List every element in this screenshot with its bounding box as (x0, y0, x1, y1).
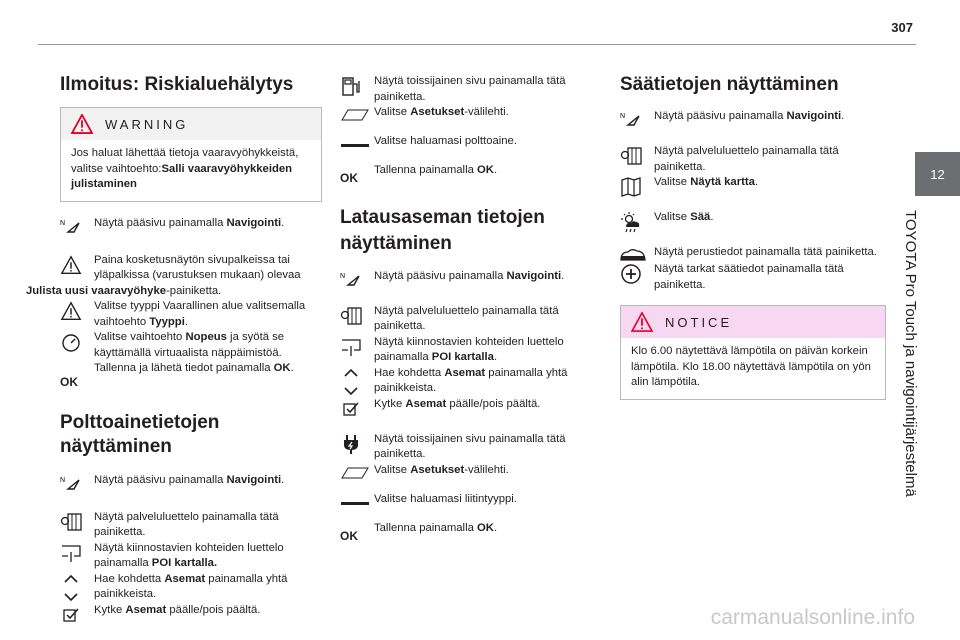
navigation-icon (60, 217, 82, 239)
chevron-up-icon (340, 367, 362, 379)
section-title-fuel: Polttoainetietojen näyttäminen (60, 411, 220, 457)
step-text: Tallenna painamalla (374, 521, 477, 534)
step-text: Paina kosketusnäytön sivupalkeissa tai yläpalkissa (varustuksen mukaan) olevaa (94, 253, 301, 281)
services-map-icon (620, 145, 642, 167)
step-text: Näytä toissijainen sivu painamalla tätä painiketta. (374, 432, 566, 460)
section-title-charging: Latausaseman tietojen näyttäminen (340, 206, 545, 254)
charge-step-poi: Näytä kiinnostavien kohteiden luettelo painamalla POI kartalla. (340, 335, 590, 366)
charging-plug-icon (340, 433, 362, 455)
fuel-step-poi (60, 541, 322, 572)
step-bold: Navigointi (226, 216, 282, 229)
weather-step-services (620, 144, 886, 175)
footer-watermark: carmanualsonline.info (710, 606, 915, 629)
section-title-weather: Säätietojen näyttäminen (620, 74, 839, 95)
sidebar-title: TOYOTA Pro Touch ja navigointijärjestelmä (902, 210, 919, 497)
notice-header (621, 306, 885, 338)
map-icon (620, 176, 642, 198)
svg-text:N: N (340, 272, 346, 280)
top-divider (38, 44, 916, 45)
checkbox-icon (340, 398, 362, 420)
poi-map-icon (60, 542, 82, 564)
step-bold: OK (273, 362, 291, 374)
step-text: -painiketta. (166, 284, 222, 297)
step-text: -välilehti. (464, 463, 509, 476)
step-bold: POI kartalla (431, 351, 494, 363)
chevron-up-icon (60, 573, 82, 585)
warning-triangle-icon (60, 300, 82, 322)
charge-step-services (340, 304, 590, 335)
step-bold: Navigointi (506, 269, 562, 282)
ok-icon: OK (340, 171, 358, 185)
step-bold: OK (477, 521, 494, 534)
step-text: Näytä palveluluettelo painamalla tätä painiketta. (94, 510, 279, 538)
step-text: painamalla yhtä painikkeista. (374, 366, 568, 394)
step-text: Näytä pääsivu painamalla (374, 269, 507, 282)
step-side-bar-cont (26, 284, 322, 300)
weather-step-map: Valitse Näytä kartta. (620, 175, 886, 198)
step-text: Valitse (374, 106, 411, 118)
weather-icon (620, 211, 642, 233)
step-type: Valitse tyyppi Vaarallinen alue valitsemalla vaihtoehto Tyyppi. (60, 299, 322, 330)
step-text: Valitse haluamasi liitintyyppi. (374, 492, 517, 505)
step-text: Näytä palveluluettelo painamalla tätä painiketta. (374, 304, 559, 332)
step-text: Tallenna painamalla (374, 164, 477, 176)
charge-step-settings (340, 463, 590, 480)
chevron-down-icon (340, 385, 362, 397)
step-text: Tallenna ja lähetä tiedot painamalla (94, 362, 274, 374)
fuel-step-select (340, 134, 590, 151)
charge-step-secondary (340, 432, 590, 463)
warning-text: Jos haluat lähettää tietoja vaaravyöhykkeistä, valitse vaihtoehto: (71, 147, 299, 175)
step-bold: Asetukset (410, 463, 465, 476)
step-text: Näytä kiinnostavien kohteiden luettelo painamalla (374, 335, 564, 363)
select-bar-icon (340, 493, 370, 509)
section-title-hazard: Ilmoitus: Riskialuehälytys (60, 74, 294, 95)
step-bold: POI kartalla. (151, 557, 218, 569)
step-text: Valitse vaihtoehto (94, 331, 186, 343)
step-bold: Asetukset (410, 106, 465, 118)
step-bold: Julista uusi vaaravyöhyke (26, 284, 167, 297)
step-text: Valitse tyyppi Vaarallinen alue valitsemalla vaihtoehto (94, 300, 306, 328)
step-bold: Sää (690, 211, 711, 223)
step-text: Valitse haluamasi polttoaine. (374, 135, 517, 147)
services-map-icon (340, 305, 362, 327)
step-text: Valitse (374, 463, 411, 476)
fuel-step-search (60, 572, 322, 603)
svg-text:N: N (60, 476, 66, 484)
step-bold: Tyyppi (149, 315, 185, 328)
settings-tab-icon (340, 464, 370, 480)
fuel-step-save: OK Tallenna painamalla OK. (340, 164, 498, 185)
charge-step-search (340, 366, 590, 397)
plus-circle-icon (620, 263, 642, 285)
step-text: Näytä toissijainen sivu painamalla tätä painiketta. (374, 75, 566, 103)
fuel-step-settings (340, 105, 590, 122)
notice-box (620, 305, 886, 400)
step-text: -välilehti. (464, 106, 509, 118)
step-nav-home: N Näytä pääsivu painamalla Navigointi. (60, 216, 322, 239)
step-text: Näytä pääsivu painamalla (94, 473, 227, 486)
warning-box (60, 107, 322, 202)
step-text: Valitse (654, 211, 691, 223)
fuel-step-toggle (60, 603, 322, 626)
step-bold: Asemat (164, 572, 206, 585)
step-bold: Navigointi (786, 110, 842, 122)
page-number: 307 (891, 20, 913, 35)
step-bold: Nopeus (185, 331, 227, 343)
charge-step-save: OK Tallenna painamalla OK. (340, 521, 498, 543)
fuel-station-icon (340, 75, 362, 97)
chapter-tab[interactable]: 12 (915, 152, 960, 196)
step-text: painamalla yhtä painikkeista. (94, 572, 288, 600)
charge-step-select (340, 492, 590, 509)
step-bold: OK (477, 164, 494, 176)
weather-step-basic (620, 245, 886, 262)
step-bold: Asemat (125, 603, 167, 616)
svg-text:N: N (60, 219, 66, 227)
warning-bold: Salli vaaravyöhykkeiden julistaminen (71, 162, 293, 190)
step-bold: Asemat (444, 366, 486, 379)
column-1 (26, 70, 322, 626)
step-text: Näytä perustiedot painamalla tätä painiketta. (654, 246, 877, 258)
weather-info-icon (620, 246, 646, 262)
navigation-icon (60, 474, 82, 496)
select-bar-icon (340, 135, 370, 151)
poi-map-icon (340, 336, 362, 358)
step-side-bar (60, 253, 322, 284)
warning-triangle-icon (60, 254, 82, 276)
charge-step-toggle (340, 397, 590, 420)
step-text: Näytä kiinnostavien kohteiden luettelo painamalla (94, 541, 284, 569)
weather-step-detail (620, 262, 886, 293)
warning-triangle-icon (71, 114, 93, 134)
step-save: OK Tallenna ja lähetä tiedot painamalla OK. (60, 362, 294, 389)
step-text: Kytke (94, 603, 126, 616)
step-text: ja syötä se käyttämällä virtuaalista näppäimistöä. (94, 331, 285, 359)
step-bold: Asemat (405, 397, 447, 410)
step-text: Kytke (374, 397, 406, 410)
step-text: Hae kohdetta (94, 572, 165, 585)
fuel-step-secondary (340, 74, 590, 105)
step-bold: Navigointi (226, 473, 282, 486)
step-text: Näytä pääsivu painamalla (94, 216, 227, 229)
weather-step-nav: N Näytä pääsivu painamalla Navigointi. (620, 109, 886, 132)
fuel-step-nav: N Näytä pääsivu painamalla Navigointi. (60, 473, 322, 496)
step-text: Näytä palveluluettelo painamalla tätä painiketta. (654, 145, 839, 173)
navigation-icon (340, 270, 362, 292)
ok-icon: OK (60, 375, 78, 389)
services-map-icon (60, 511, 82, 533)
notice-label: NOTICE (665, 314, 733, 330)
warning-header (61, 108, 321, 140)
step-text: Hae kohdetta (374, 366, 445, 379)
column-3 (620, 70, 886, 400)
navigation-icon (620, 110, 642, 132)
step-text: Näytä tarkat säätiedot painamalla tätä painiketta. (654, 263, 844, 291)
warning-label: WARNING (105, 116, 189, 132)
step-bold: Näytä kartta (690, 176, 755, 188)
ok-icon: OK (340, 528, 358, 543)
notice-triangle-icon (631, 312, 653, 332)
chevron-down-icon (60, 591, 82, 603)
speedometer-icon (60, 331, 82, 353)
svg-text:N: N (620, 113, 626, 120)
step-text: päälle/pois päältä. (446, 397, 541, 410)
step-text: päälle/pois päältä. (166, 603, 261, 616)
step-text: Näytä pääsivu painamalla (654, 110, 787, 122)
settings-tab-icon (340, 106, 370, 122)
charge-step-nav: N Näytä pääsivu painamalla Navigointi. (340, 269, 590, 292)
notice-body: Klo 6.00 näytettävä lämpötila on päivän korkein lämpötila. Klo 18.00 näytettävä lämpötila on yön alin lämpötila. (631, 345, 871, 388)
step-speed (60, 330, 322, 361)
step-text: Valitse (654, 176, 691, 188)
warning-body (61, 140, 321, 201)
fuel-step-services (60, 510, 322, 541)
weather-step-select: Valitse Sää. (620, 210, 886, 233)
column-2 (340, 70, 590, 544)
checkbox-icon (60, 604, 82, 626)
